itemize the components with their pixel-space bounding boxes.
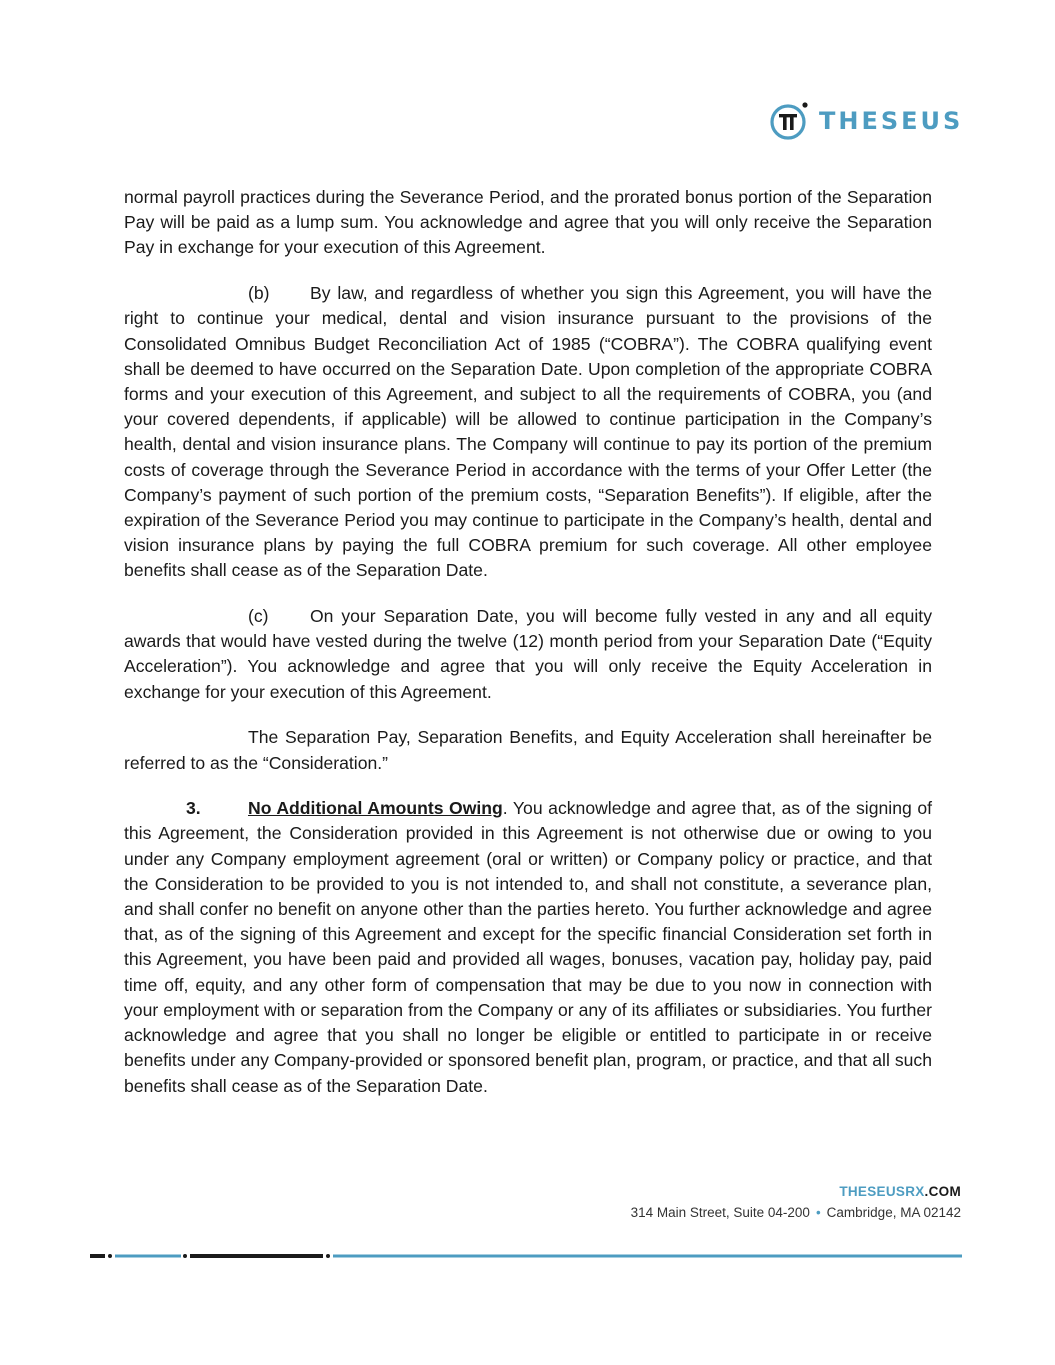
paragraph-equity: (c) On your Separation Date, you will become fully vested in any and all equity awards that would have vested during the twelve (12) month period from your Separation Date (“Equity Acceleration”). You acknowledge and agree that you will only receive the Equity Acceleration in exchange for your execution of this Agreement. <box>124 606 932 702</box>
footer-rule <box>90 1250 965 1262</box>
subsection-label-c: (c) <box>248 606 269 627</box>
document-body <box>124 185 932 1119</box>
section-3: 3. No Additional Amounts Owing. You acknowledge and agree that, as of the signing of this Agreement, the Consideration provided in this Agreement is not otherwise due or owing to you under any Company employment agreement (oral or written) or Company policy or practice, and that the Consideration to be provided to you is not intended to, and shall not constitute, a severance plan, and shall confer no benefit on anyone other than the parties hereto. You further acknowledge and agree that, as of the signing of this Agreement and except for the specific financial Consideration set forth in this Agreement, you have been paid and provided all wages, bonuses, vacation pay, holiday pay, paid time off, equity, and any other form of compensation that may be due to you now in connection with your employment with or separation from the Company or any of its affiliates or subsidiaries. You further acknowledge and agree that you shall no longer be eligible or entitled to participate in or receive benefits under any Company-provided or sponsored benefit plan, program, or practice, and that all such benefits shall cease as of the Separation Date. <box>124 798 932 1096</box>
paragraph-severance-pay: normal payroll practices during the Severance Period, and the prorated bonus portion of the Separation Pay will be paid as a lump sum. You acknowledge and agree that you will only receive the Separation Pay in exchange for your execution of this Agreement. <box>124 187 932 258</box>
section-number: 3. <box>186 798 201 819</box>
theseus-logo-icon <box>769 100 811 142</box>
subsection-label-b: (b) <box>248 283 270 304</box>
section-heading: No Additional Amounts Owing <box>248 798 503 819</box>
paragraph-consideration: The Separation Pay, Separation Benefits, and Equity Acceleration shall hereinafter be referred to as the “Consideration.” <box>124 727 932 773</box>
footer-website: THESEUSRX.COM <box>839 1184 961 1199</box>
bullet-separator: • <box>815 1205 821 1220</box>
footer-address: 314 Main Street, Suite 04-200 • Cambridge, MA 02142 <box>630 1205 961 1220</box>
logo-wordmark: THESEUS <box>819 107 964 135</box>
theseus-logo <box>769 100 963 142</box>
paragraph-cobra: (b) By law, and regardless of whether you sign this Agreement, you will have the right to continue your medical, dental and vision insurance pursuant to the provisions of the Consolidated Omnibus Budget Reconciliation Act of 1985 (“COBRA”). The COBRA qualifying event shall be deemed to have occurred on the Separation Date. Upon completion of the appropriate COBRA forms and your execution of this Agreement, and subject to all the requirements of COBRA, you (and your covered dependents, if applicable) will be allowed to continue participation in the Company’s health, dental and vision insurance plans. The Company will continue to pay its portion of the premium costs of coverage through the Severance Period in accordance with the terms of your Offer Letter (the Company’s payment of such portion of the premium costs, “Separation Benefits”). If eligible, after the expiration of the Severance Period you may continue to participate in the Company’s health, dental and vision insurance plans by paying the full COBRA premium for such coverage. All other employee benefits shall cease as of the Separation Date. <box>124 283 932 581</box>
